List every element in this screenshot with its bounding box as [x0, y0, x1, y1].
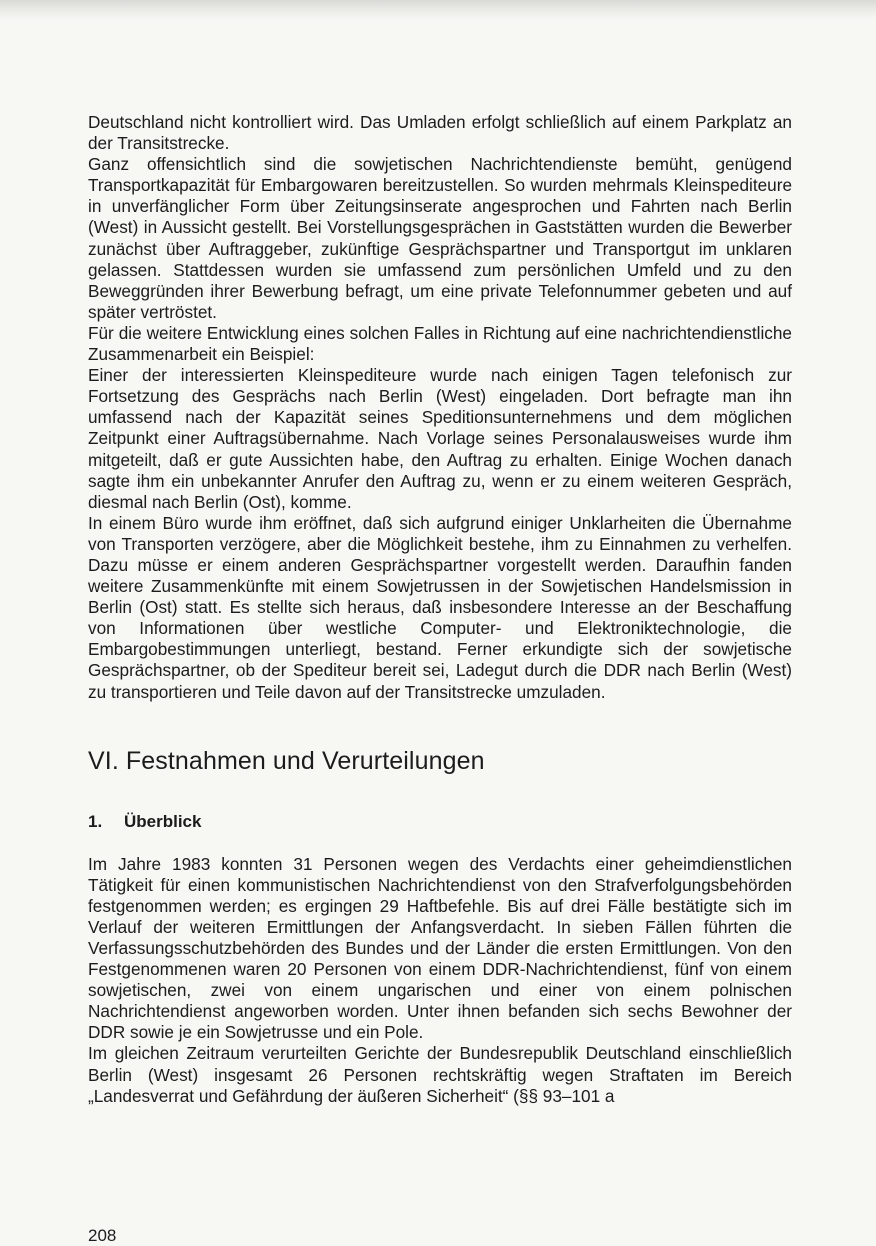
paragraph: Im Jahre 1983 konnten 31 Personen wegen des Verdachts einer geheimdienstlichen Tätigkeit für einen kommunistischen Nachrichtendienst von den Strafverfolgungsbehörden festgenommen werden; es ergingen 29 Haftbefehle. Bis auf drei Fälle bestätigte sich im Verlauf der weiteren Ermittlungen der Anfangsverdacht. In sieben Fällen führten die Verfassungsschutzbehörden des Bundes und der Länder die ersten Ermittlungen. Von den Festgenommenen waren 20 Personen von einem DDR-Nachrichtendienst, fünf von einem sowjetischen, zwei von einem ungarischen und einer von einem polnischen Nachrichtendienst angeworben worden. Unter ihnen befanden sich sechs Bewohner der DDR sowie je ein Sowjetrusse und ein Pole.: [88, 853, 792, 1043]
paragraph: Ganz offensichtlich sind die sowjetischen Nachrichtendienste bemüht, genügend Transportkapazität für Embargowaren bereitzustellen. So wurden mehrmals Kleinspediteure in unverfänglicher Form über Zeitungsinserate angesprochen und Fahrten nach Berlin (West) in Aussicht gestellt. Bei Vorstellungsgesprächen in Gaststätten wurden die Bewerber zunächst über Auftraggeber, zukünftige Gesprächspartner und Transportgut im unklaren gelassen. Stattdessen wurden sie umfassend zum persönlichen Umfeld und zu den Beweggründen ihrer Bewerbung befragt, um eine private Telefonnummer gebeten und auf später vertröstet.: [88, 154, 792, 322]
page-content: [88, 112, 792, 1107]
paragraph: Deutschland nicht kontrolliert wird. Das Umladen erfolgt schließlich auf einem Parkplatz an der Transitstrecke.: [88, 112, 792, 154]
scan-edge-shadow: [0, 0, 876, 20]
subsection-heading: [88, 811, 792, 832]
paragraph: Einer der interessierten Kleinspediteure wurde nach einigen Tagen telefonisch zur Fortsetzung des Gesprächs nach Berlin (West) eingeladen. Dort befragte man ihn umfassend nach der Kapazität seines Speditionsunternehmens und dem möglichen Zeitpunkt einer Auftragsübernahme. Nach Vorlage seines Personalausweises wurde ihm mitgeteilt, daß er gute Aussichten habe, den Auftrag zu erhalten. Einige Wochen danach sagte ihm ein unbekannter Anrufer den Auftrag zu, wenn er zu einem weiteren Gespräch, diesmal nach Berlin (Ost), komme.: [88, 365, 792, 512]
section-title: VI. Festnahmen und Verurteilungen: [88, 746, 485, 775]
paragraph: Im gleichen Zeitraum verurteilten Gerichte der Bundesrepublik Deutschland einschließlich Berlin (West) insgesamt 26 Personen rechtskräftig wegen Straftaten im Bereich „Landesverrat und Gefährdung der äußeren Sicherheit“ (§§ 93–101 a: [88, 1043, 792, 1106]
subsection-title: Überblick: [124, 811, 202, 831]
page-number: 208: [88, 1226, 117, 1245]
paragraph: In einem Büro wurde ihm eröffnet, daß sich aufgrund einiger Unklarheiten die Übernahme von Transporten verzögere, aber die Möglichkeit bestehe, ihm zu Einnahmen zu verhelfen. Dazu müsse er einem anderen Gesprächspartner vorgestellt werden. Daraufhin fanden weitere Zusammenkünfte mit einem Sowjetrussen in der Sowjetischen Handelsmission in Berlin (Ost) statt. Es stellte sich heraus, daß insbesondere Interesse an der Beschaffung von Informationen über westliche Computer- und Elektroniktechnologie, die Embargobestimmungen unterliegt, bestand. Ferner erkundigte sich der sowjetische Gesprächspartner, ob der Spediteur bereit sei, Ladegut durch die DDR nach Berlin (West) zu transportieren und Teile davon auf der Transitstrecke umzuladen.: [88, 512, 792, 702]
paragraph: Für die weitere Entwicklung eines solchen Falles in Richtung auf eine nachrichtendienstliche Zusammenarbeit ein Beispiel:: [88, 322, 792, 365]
body-text-bottom: [88, 854, 792, 1107]
subsection-number: 1.: [88, 811, 103, 831]
body-text-top: [88, 112, 792, 703]
